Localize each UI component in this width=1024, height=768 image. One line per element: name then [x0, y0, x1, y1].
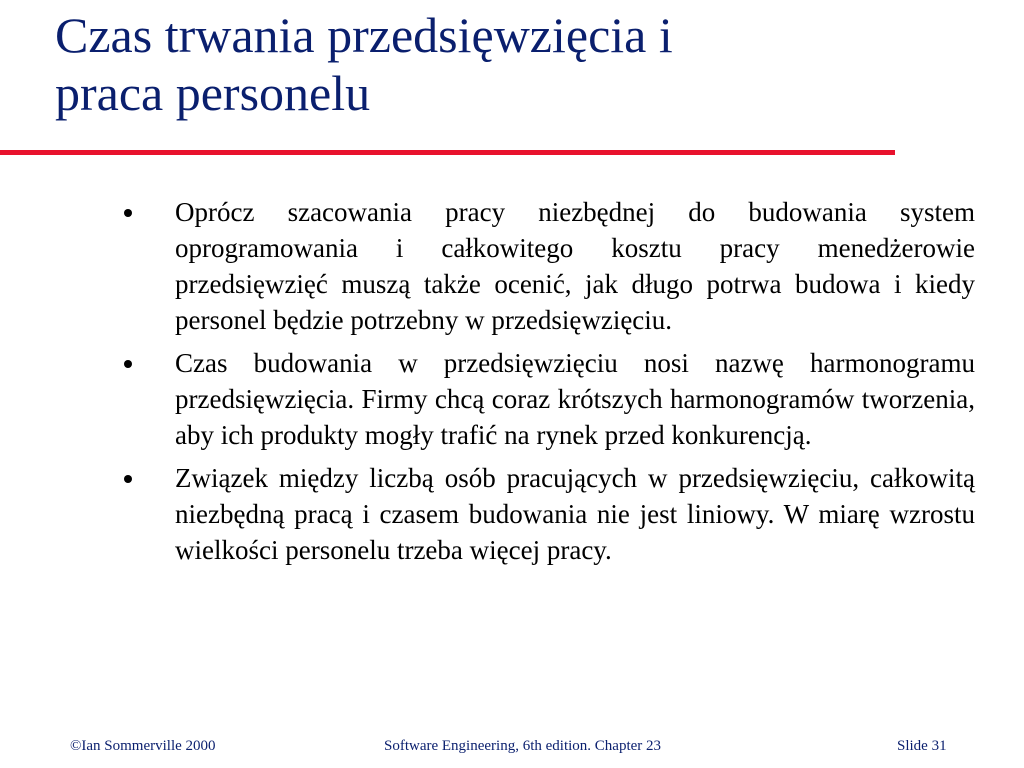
bullet-dot-icon — [124, 209, 132, 217]
bullet-text-2: Czas budowania w przedsięwzięciu nosi nazwę harmonogramu przedsięwzięcia. Firmy chcą coraz krótszych harmonogramów tworzenia, aby ich produkty mogły trafić na rynek przed konkurencją. — [175, 348, 975, 450]
bullet-text-1: Oprócz szacowania pracy niezbędnej do budowania system oprogramowania i całkowitego kosztu pracy menedżerowie przedsięwzięć muszą także ocenić, jak długo potrwa budowa i kiedy personel będzie potrzebny w przedsięwzięciu. — [175, 197, 975, 335]
footer-slide-number: Slide 31 — [897, 738, 947, 754]
slide-title-line-2: praca personelu — [55, 65, 371, 121]
footer-copyright: ©Ian Sommerville 2000 — [70, 738, 216, 754]
bullet-list — [120, 194, 975, 575]
slide-title — [55, 6, 955, 122]
slide-title-line-1: Czas trwania przedsięwzięcia i — [55, 7, 673, 63]
bullet-item-3 — [120, 460, 975, 568]
bullet-item-2 — [120, 345, 975, 453]
title-underline-rule — [0, 150, 895, 155]
bullet-item-1 — [120, 194, 975, 338]
bullet-dot-icon — [124, 360, 132, 368]
bullet-text-3: Związek między liczbą osób pracujących w przedsięwzięciu, całkowitą niezbędną pracą i czasem budowania nie jest liniowy. W miarę wzrostu wielkości personelu trzeba więcej pracy. — [175, 463, 975, 565]
bullet-dot-icon — [124, 475, 132, 483]
footer-book-title: Software Engineering, 6th edition. Chapter 23 — [384, 738, 662, 754]
